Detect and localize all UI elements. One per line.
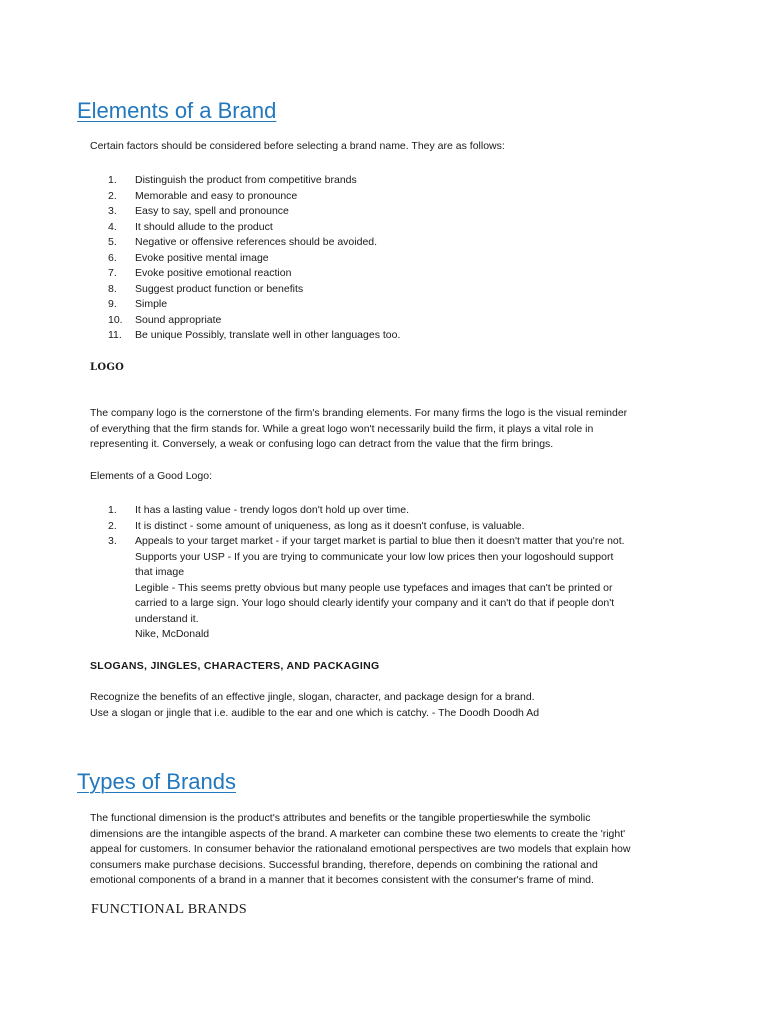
slogans-paragraph [90,690,690,721]
section-title-elements-of-a-brand: Elements of a Brand [77,98,277,123]
paragraph-line: emotional components of a brand in a manner that it becomes consistent with the consumer's frame of mind. [90,874,594,886]
slogans-heading: SLOGANS, JINGLES, CHARACTERS, AND PACKAGING [90,660,380,672]
list-item: 7. Evoke positive emotional reaction [108,267,292,279]
paragraph-line: The company logo is the cornerstone of the firm's branding elements. For many firms the logo is the visual reminder [90,407,628,419]
list-item: 8. Suggest product function or benefits [108,282,304,295]
list-item: 2. It is distinct - some amount of uniqueness, as long as it doesn't confuse, is valuable. [108,519,525,532]
list-item: 1. It has a lasting value - trendy logos don't hold up over time. [108,504,409,516]
functional-brands-heading: FUNCTIONAL BRANDS [91,902,248,917]
good-logo-list [108,503,625,643]
list-item-continuation: carried to a large sign. Your logo should clearly identify your company and it can't do that if people don't [135,597,615,609]
paragraph-line: dimensions are the intangible aspects of the brand. A marketer can combine these two elements to create the 'right' [90,827,626,840]
list-item-continuation: Nike, McDonald [135,628,210,640]
paragraph-line: of everything that the firm stands for. While a great logo won't necessarily build the firm, it plays a vital role in [90,422,594,435]
paragraph-line: appeal for customers. In consumer behavior the rationaland emotional perspectives are two models that explain how [90,843,631,855]
paragraph-line: representing it. Conversely, a weak or confusing logo can detract from the value that the firm brings. [90,438,554,450]
list-item: 3. Easy to say, spell and pronounce [108,205,289,217]
list-item: 2. Memorable and easy to pronounce [108,189,298,202]
list-item: 5. Negative or offensive references should be avoided. [108,236,378,248]
list-item: 9. Simple [108,298,168,310]
list-item-continuation: Supports your USP - If you are trying to communicate your low low prices then your logoshould support [135,550,614,563]
logo-heading: LOGO [90,362,125,373]
list-item-continuation: understand it. [135,612,199,625]
paragraph-line: The functional dimension is the product's attributes and benefits or the tangible propertieswhile the symbolic [90,812,591,824]
list-item: 10. Sound appropriate [108,313,222,326]
section-title-types-of-brands: Types of Brands [77,769,236,794]
list-item-continuation: that image [135,566,185,578]
logo-paragraph [90,406,690,453]
good-logo-label: Elements of a Good Logo: [90,470,212,482]
list-item: 6. Evoke positive mental image [108,251,269,264]
paragraph-line: Recognize the benefits of an effective jingle, slogan, character, and package design for a brand. [90,691,535,703]
list-item: 11. Be unique Possibly, translate well in other languages too. [108,329,401,341]
paragraph-line: consumers make purchase decisions. Successful branding, therefore, depends on combining the rational and [90,858,598,871]
list-item-continuation: Legible - This seems pretty obvious but many people use typefaces and images that can't be printed or [135,581,613,594]
list-item: 1. Distinguish the product from competitive brands [108,174,357,186]
brand-name-factors-list [108,173,400,344]
types-paragraph [90,811,690,889]
intro-paragraph: Certain factors should be considered before selecting a brand name. They are as follows: [90,140,505,152]
list-item: 3. Appeals to your target market - if your target market is partial to blue then it doesn't matter that you're not. Supports your USP - If you are trying to communicate your low low prices then your logoshould support that image Legible - This seems pretty obvious but many people use typefaces and images that can't be printed or carried to a large sign. Your logo should clearly identify your company and it can't do that if people don't understand it. Nike, McDonald [108,534,625,643]
list-item: 4. It should allude to the product [108,220,273,233]
paragraph-line: Use a slogan or jingle that i.e. audible to the ear and one which is catchy. - The Doodh Doodh Ad [90,706,540,719]
